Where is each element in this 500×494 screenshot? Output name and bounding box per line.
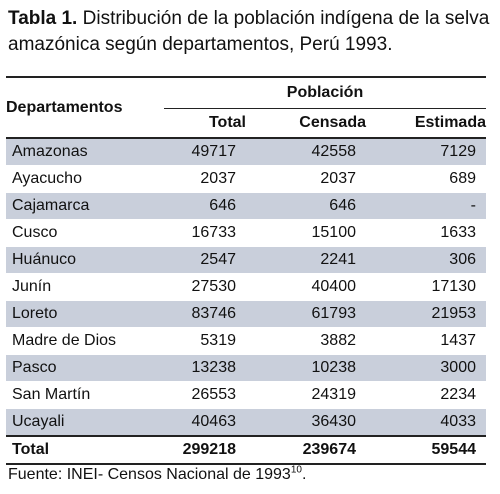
cell-total: 26553 [191, 386, 236, 403]
population-table [6, 76, 486, 465]
table-row [6, 328, 486, 355]
cell-estimada: 689 [449, 170, 476, 187]
header-row-top [6, 77, 486, 109]
table-row [6, 247, 486, 274]
header-censada: Censada [299, 114, 366, 131]
cell-total: 83746 [191, 305, 236, 322]
cell-departamento: San Martín [12, 386, 91, 403]
cell-estimada: 17130 [431, 278, 476, 295]
cell-censada: 36430 [311, 413, 356, 430]
cell-censada: 10238 [311, 359, 356, 376]
cell-departamento: Pasco [12, 359, 57, 376]
cell-departamento: Loreto [12, 305, 58, 322]
cell-departamento: Huánuco [12, 251, 77, 268]
cell-total: 13238 [191, 359, 236, 376]
cell-estimada: 1633 [440, 224, 476, 241]
table-row [6, 166, 486, 193]
table-row [6, 301, 486, 328]
cell-departamento: Cusco [12, 224, 58, 241]
cell-censada: 3882 [320, 332, 356, 349]
table-row [6, 382, 486, 409]
cell-total: 646 [209, 197, 236, 214]
table-row [6, 138, 486, 166]
header-poblacion: Población [164, 77, 486, 109]
header-estimada: Estimada [414, 114, 486, 131]
cell-estimada: 306 [449, 251, 476, 268]
total-row [6, 436, 486, 464]
cell-departamento: Junín [12, 278, 52, 295]
total-censada: 239674 [302, 441, 356, 458]
table-row [6, 355, 486, 382]
cell-departamento: Ucayali [12, 413, 65, 430]
cell-estimada: 7129 [440, 143, 476, 160]
cell-total: 40463 [191, 413, 236, 430]
caption-label: Tabla 1. [8, 8, 78, 29]
cell-total: 49717 [191, 143, 236, 160]
cell-departamento: Ayacucho [12, 170, 82, 187]
total-total: 299218 [182, 441, 236, 458]
table-row [6, 193, 486, 220]
caption-text: Distribución de la población indígena de la selva amazónica según departamentos, Perú 1993. [8, 8, 490, 55]
source-ref: 10 [290, 464, 302, 476]
cell-total: 5319 [200, 332, 236, 349]
table-caption [8, 6, 494, 58]
cell-estimada: - [470, 197, 476, 214]
source-end: . [301, 466, 307, 483]
cell-departamento: Madre de Dios [12, 332, 117, 349]
source-note [8, 466, 306, 484]
header-departamentos: Departamentos [6, 98, 123, 116]
cell-departamento: Cajamarca [12, 197, 90, 214]
table-row [6, 220, 486, 247]
cell-estimada: 21953 [431, 305, 476, 322]
cell-total: 16733 [191, 224, 236, 241]
cell-censada: 61793 [311, 305, 356, 322]
cell-censada: 15100 [311, 224, 356, 241]
cell-censada: 2037 [320, 170, 356, 187]
cell-censada: 2241 [320, 251, 356, 268]
cell-censada: 40400 [311, 278, 356, 295]
cell-departamento: Amazonas [12, 143, 88, 160]
cell-total: 27530 [191, 278, 236, 295]
cell-estimada: 2234 [440, 386, 476, 403]
cell-estimada: 4033 [440, 413, 476, 430]
cell-estimada: 1437 [440, 332, 476, 349]
total-label: Total [12, 441, 50, 458]
source-text: Fuente: INEI- Censos Nacional de 1993 [8, 466, 291, 483]
cell-estimada: 3000 [440, 359, 476, 376]
cell-censada: 42558 [311, 143, 356, 160]
table-body [6, 138, 486, 436]
total-estimada: 59544 [431, 441, 476, 458]
cell-censada: 646 [329, 197, 356, 214]
table-row [6, 409, 486, 437]
cell-total: 2547 [200, 251, 236, 268]
cell-total: 2037 [200, 170, 236, 187]
header-total: Total [208, 114, 246, 131]
cell-censada: 24319 [311, 386, 356, 403]
table-row [6, 274, 486, 301]
